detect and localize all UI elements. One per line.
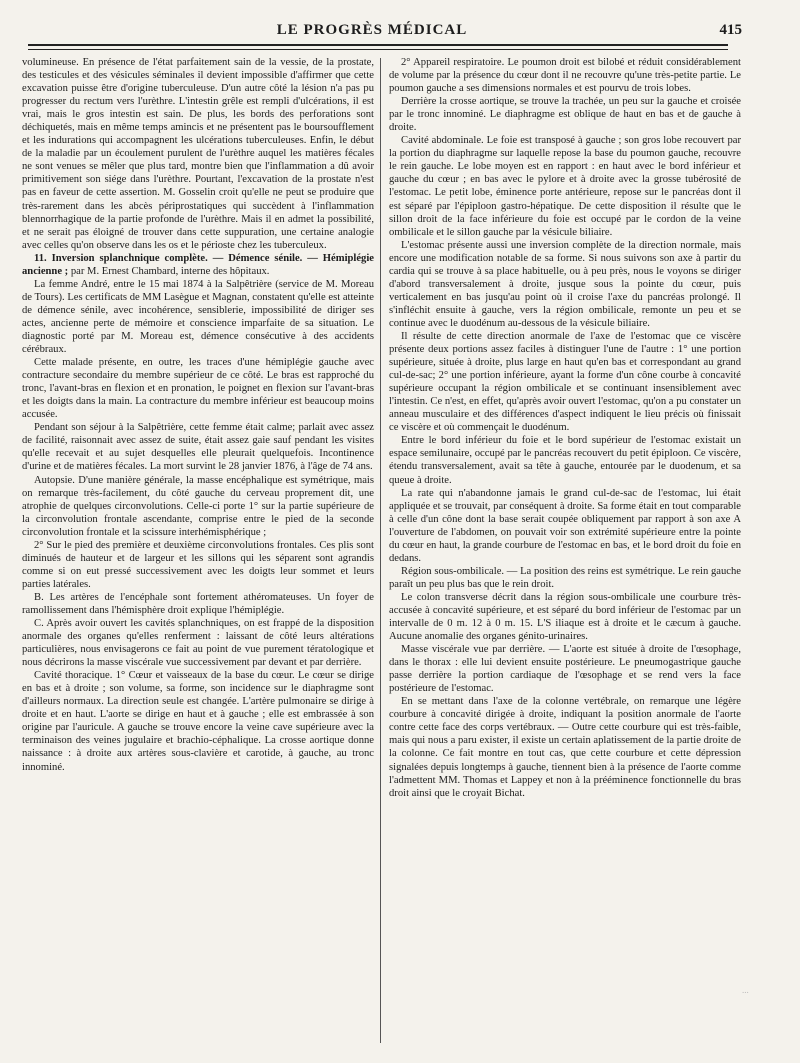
article-heading: [22, 252, 374, 278]
paragraph: volumineuse. En présence de l'état parfaitement sain de la vessie, de la prostate, des testicules et des vésicules séminales il devient impossible d'affirmer que cette excavation puisse être d'origine tuberculeuse. D'un autre côté la lésion n'a pas pu progresser du rectum vers l'urèthre. L'intestin grêle est rempli d'ulcérations, il est vrai, mais le gros intestin est sain. De plus, les bords des perforations sont déchiquetés, mais en même temps amincis et ne présentent pas le boursoufflement et les indurations qui accompagnent les ulcérations tuberculeuses. Enfin, le début de la maladie par un écoulement purulent de l'urèthre auquel les matières fécales ne sont venues se mêler que plus tard, montre bien que l'inflammation a dû avoir primitivement son siége dans l'urèthre. Pourtant, l'excavation de la prostate n'est pas en faveur de cette assertion. M. Gosselin croit qu'elle ne peut se produire que très-rarement dans les abcès périprostatiques qui succèdent à l'inflammation blennorrhagique de la partie profonde de l'urèthre. Mais il en admet la possibilité, et ne serait pas éloigné de trouver dans cette suppuration, une certaine analogie avec celles qu'on observe dans les os et le périoste chez les tuberculeux.: [22, 57, 374, 251]
paragraph: Cette malade présente, en outre, les traces d'une hémiplégie gauche avec contracture secondaire du membre supérieur de ce côté. Le bras est rapproché du tronc, l'avant-bras en flexion et en pronation, le poignet en flexion sur l'avant-bras et les doigts dans la main. La contracture du membre inférieur est beaucoup moins accusée.: [22, 357, 374, 421]
journal-title: LE PROGRÈS MÉDICAL: [276, 22, 468, 38]
header-rule-thin: [28, 49, 728, 50]
column-divider: [380, 58, 381, 1043]
paragraph: C. Après avoir ouvert les cavités splanchniques, on est frappé de la disposition anormale des organes qu'elles renferment : laissant de côté leurs altérations particulières, nous envisagerons ce fait au point de vue purement tératologique et nous décrirons la masse viscérale vue successivement par devant et par derrière.: [22, 618, 374, 669]
paragraph: B. Les artères de l'encéphale sont fortement athéromateuses. Un foyer de ramollissement dans l'hémisphère droit explique l'hémiplégie.: [22, 591, 374, 616]
paragraph: Pendant son séjour à la Salpêtrière, cette femme était calme; parlait avec assez de facilité, raisonnait avec assez de suite, était assez gaie sauf pendant les visites qu'elle recevait et au sujet desquelles elle pleurait quelquefois. Incontinence d'urine et de matières fécales. La mort survint le 28 janvier 1876, à l'âge de 74 ans.: [22, 422, 374, 473]
paragraph: L'estomac présente aussi une inversion complète de la direction normale, mais encore une modification notable de sa forme. Si nous suivons son axe à partir du cardia qui se trouve à sa place habituelle, ou à peu près, nous le voyons se diriger d'abord transversalement à droite, jusque sous la pointe du cœur, puis verticalement en bas jusqu'au point où il croise l'axe du pancréas prolongé. Il s'infléchit ensuite à gauche, vers la région ombilicale, remonte un peu et se continue avec le duodénum au-dessous de la vésicule biliaire.: [389, 239, 741, 329]
paragraph: Le colon transverse décrit dans la région sous-ombilicale une courbure très-accusée à concavité supérieure, et est séparé du bord inférieur de l'estomac par un intervalle de 0 m. 12 à 0 m. 15. L'S iliaque est à droite et le cæcum à gauche. Aucune anomalie des organes génito-urinaires.: [389, 591, 741, 643]
paragraph: 2° Appareil respiratoire. Le poumon droit est bilobé et réduit considérablement de volume par la présence du cœur dont il ne recouvre qu'une très-petite partie. Le poumon gauche a ses dimensions normales et est pourvu de trois lobes.: [389, 57, 741, 95]
paragraph: Autopsie. D'une manière générale, la masse encéphalique est symétrique, mais on remarque très-facilement, du côté gauche du cerveau proprement dit, une atrophie de quelques circonvolutions. Celle-ci porte 1° sur la partie supérieure de la circonvolution frontale ascendante, comprise entre le pied de la seconde circonvolution frontale et la scissure interhémisphérique ;: [22, 474, 374, 538]
paragraph: Entre le bord inférieur du foie et le bord supérieur de l'estomac existait un espace semilunaire, occupé par le pancréas recouvert du petit épiploon. Ce viscère, étendu transversalement, avait sa tête à gauche, entourée par le duodenum, et sa queue à droite.: [389, 435, 741, 486]
paragraph: Il résulte de cette direction anormale de l'axe de l'estomac que ce viscère présente deux portions assez faciles à distinguer l'une de l'autre : 1° une portion supérieure, située à droite, plus large en haut qu'en bas et correspondant au grand cul-de-sac; 2° une portion inférieure, ayant la forme d'un cône courbe à concavité supérieure occupant la région ombilicale et se continuant insensiblement avec l'intestin. Ce n'est, en effet, qu'après avoir ouvert l'estomac, qu'on a pu constater un anneau musculaire et des différences d'aspect indiquent le lieu précis où finissait ce viscère et où commençait le duodénum.: [389, 330, 741, 434]
corner-mark: ...: [742, 985, 749, 995]
page-header: [22, 20, 742, 46]
paragraph: Cavité abdominale. Le foie est transposé à gauche ; son gros lobe recouvert par la portion du diaphragme sur laquelle repose la base du poumon gauche, recouvre le rein gauche. Le lobe moyen est en rapport : en haut avec le bord inférieur et gauche du cœur ; en bas avec le pylore et à droite avec la grosse tubérosité de l'estomac. Le petit lobe, éminence porte antérieure, repose sur le pancréas dont il est séparé par l'épiploon gastro-hépatique. De cette disposition il résulte que le sillon droit de la face inférieure du foie est occupé par le cordon de la veine ombilicale et le sillon gauche par la vésicule biliaire.: [389, 135, 741, 238]
paragraph: La rate qui n'abandonne jamais le grand cul-de-sac de l'estomac, lui était appliquée et se trouvait, par conséquent à droite. Sa forme était en tout comparable à celle d'un cône dont la base serait coupée obliquement par rapport à son axe A l'ouverture de l'abdomen, on pouvait voir son extrémité supérieure entre la pointe du cœur en haut, la grande courbure de l'estomac en bas, et le bord droit du foie en dedans.: [389, 487, 741, 564]
paragraph: Cavité thoracique. 1° Cœur et vaisseaux de la base du cœur. Le cœur se dirige en bas et à droite ; son volume, sa forme, son incidence sur le diaphragme sont d'ailleurs normaux. La direction seule est changée. L'artère pulmonaire se dirige à droite et en haut. L'aorte se dirige en haut et à gauche ; elle est embrassée à son origine par l'auricule. A gauche se trouve encore la veine cave supérieure avec la terminaison des veines jugulaire et brachio-céphalique. La crosse aortique donne naissance : à droite aux artères sous-clavière et carotide, à gauche, au tronc innominé.: [22, 670, 374, 773]
paragraph: Derrière la crosse aortique, se trouve la trachée, un peu sur la gauche et croisée par le tronc innominé. Le diaphragme est oblique de haut en bas et de gauche à droite.: [389, 96, 741, 134]
paragraph: En se mettant dans l'axe de la colonne vertébrale, on remarque une légère courbure à concavité dirigée à droite, indiquant la position anormale de l'aorte contre cette face des corps vertébraux. — Outre cette courbure qui est très-faible, mais qui nous a paru exister, il existe un certain aplatissement de la partie droite de la colonne. Ce fait montre en tout cas, que cette courbure et cette dépression signalées depuis longtemps à gauche, tiennent bien à la présence de l'aorte comme l'admettent MM. Thomas et Lappey et non à la prééminence fonctionnelle du bras droit ainsi que le croyait Bichat.: [389, 696, 741, 799]
paragraph: La femme André, entre le 15 mai 1874 à la Salpêtrière (service de M. Moreau de Tours). Les certificats de MM Lasègue et Magnan, constatent qu'elle est atteinte de démence sénile, avec incohérence, sensiblerie, impossibilité de diriger ses actes, ancienne perte de mémoire et conscience imparfaite de sa situation. Le diagnostic porté par M. Moreau est, démence consécutive à des accidents cérébraux.: [22, 278, 374, 356]
article-heading-title: 11. Inversion splanchnique complète. — Démence sénile. — Hémiplégie ancienne ;: [22, 252, 374, 277]
paragraph: Région sous-ombilicale. — La position des reins est symétrique. Le rein gauche paraît un peu plus bas que le rein droit.: [389, 565, 741, 590]
article-byline: par M. Ernest Chambard, interne des hôpitaux.: [70, 265, 270, 277]
paragraph: 2° Sur le pied des première et deuxième circonvolutions frontales. Ces plis sont diminués de hauteur et de largeur et les sillons qui les séparent sont agrandis comme si on eut pressé successivement avec les doigts leur sommet et leurs parties latérales.: [22, 539, 374, 590]
paragraph: Masse viscérale vue par derrière. — L'aorte est située à droite de l'œsophage, dans le thorax : elle lui devient ensuite postérieure. Le pneumogastrique gauche passe derrière la portion cardiaque de l'œsophage et se rend vers la face postérieure de l'estomac.: [389, 644, 741, 695]
header-rule-thick: [28, 44, 728, 46]
right-column: [389, 56, 741, 1051]
left-column: [22, 56, 374, 1051]
page-number: 415: [719, 22, 742, 38]
